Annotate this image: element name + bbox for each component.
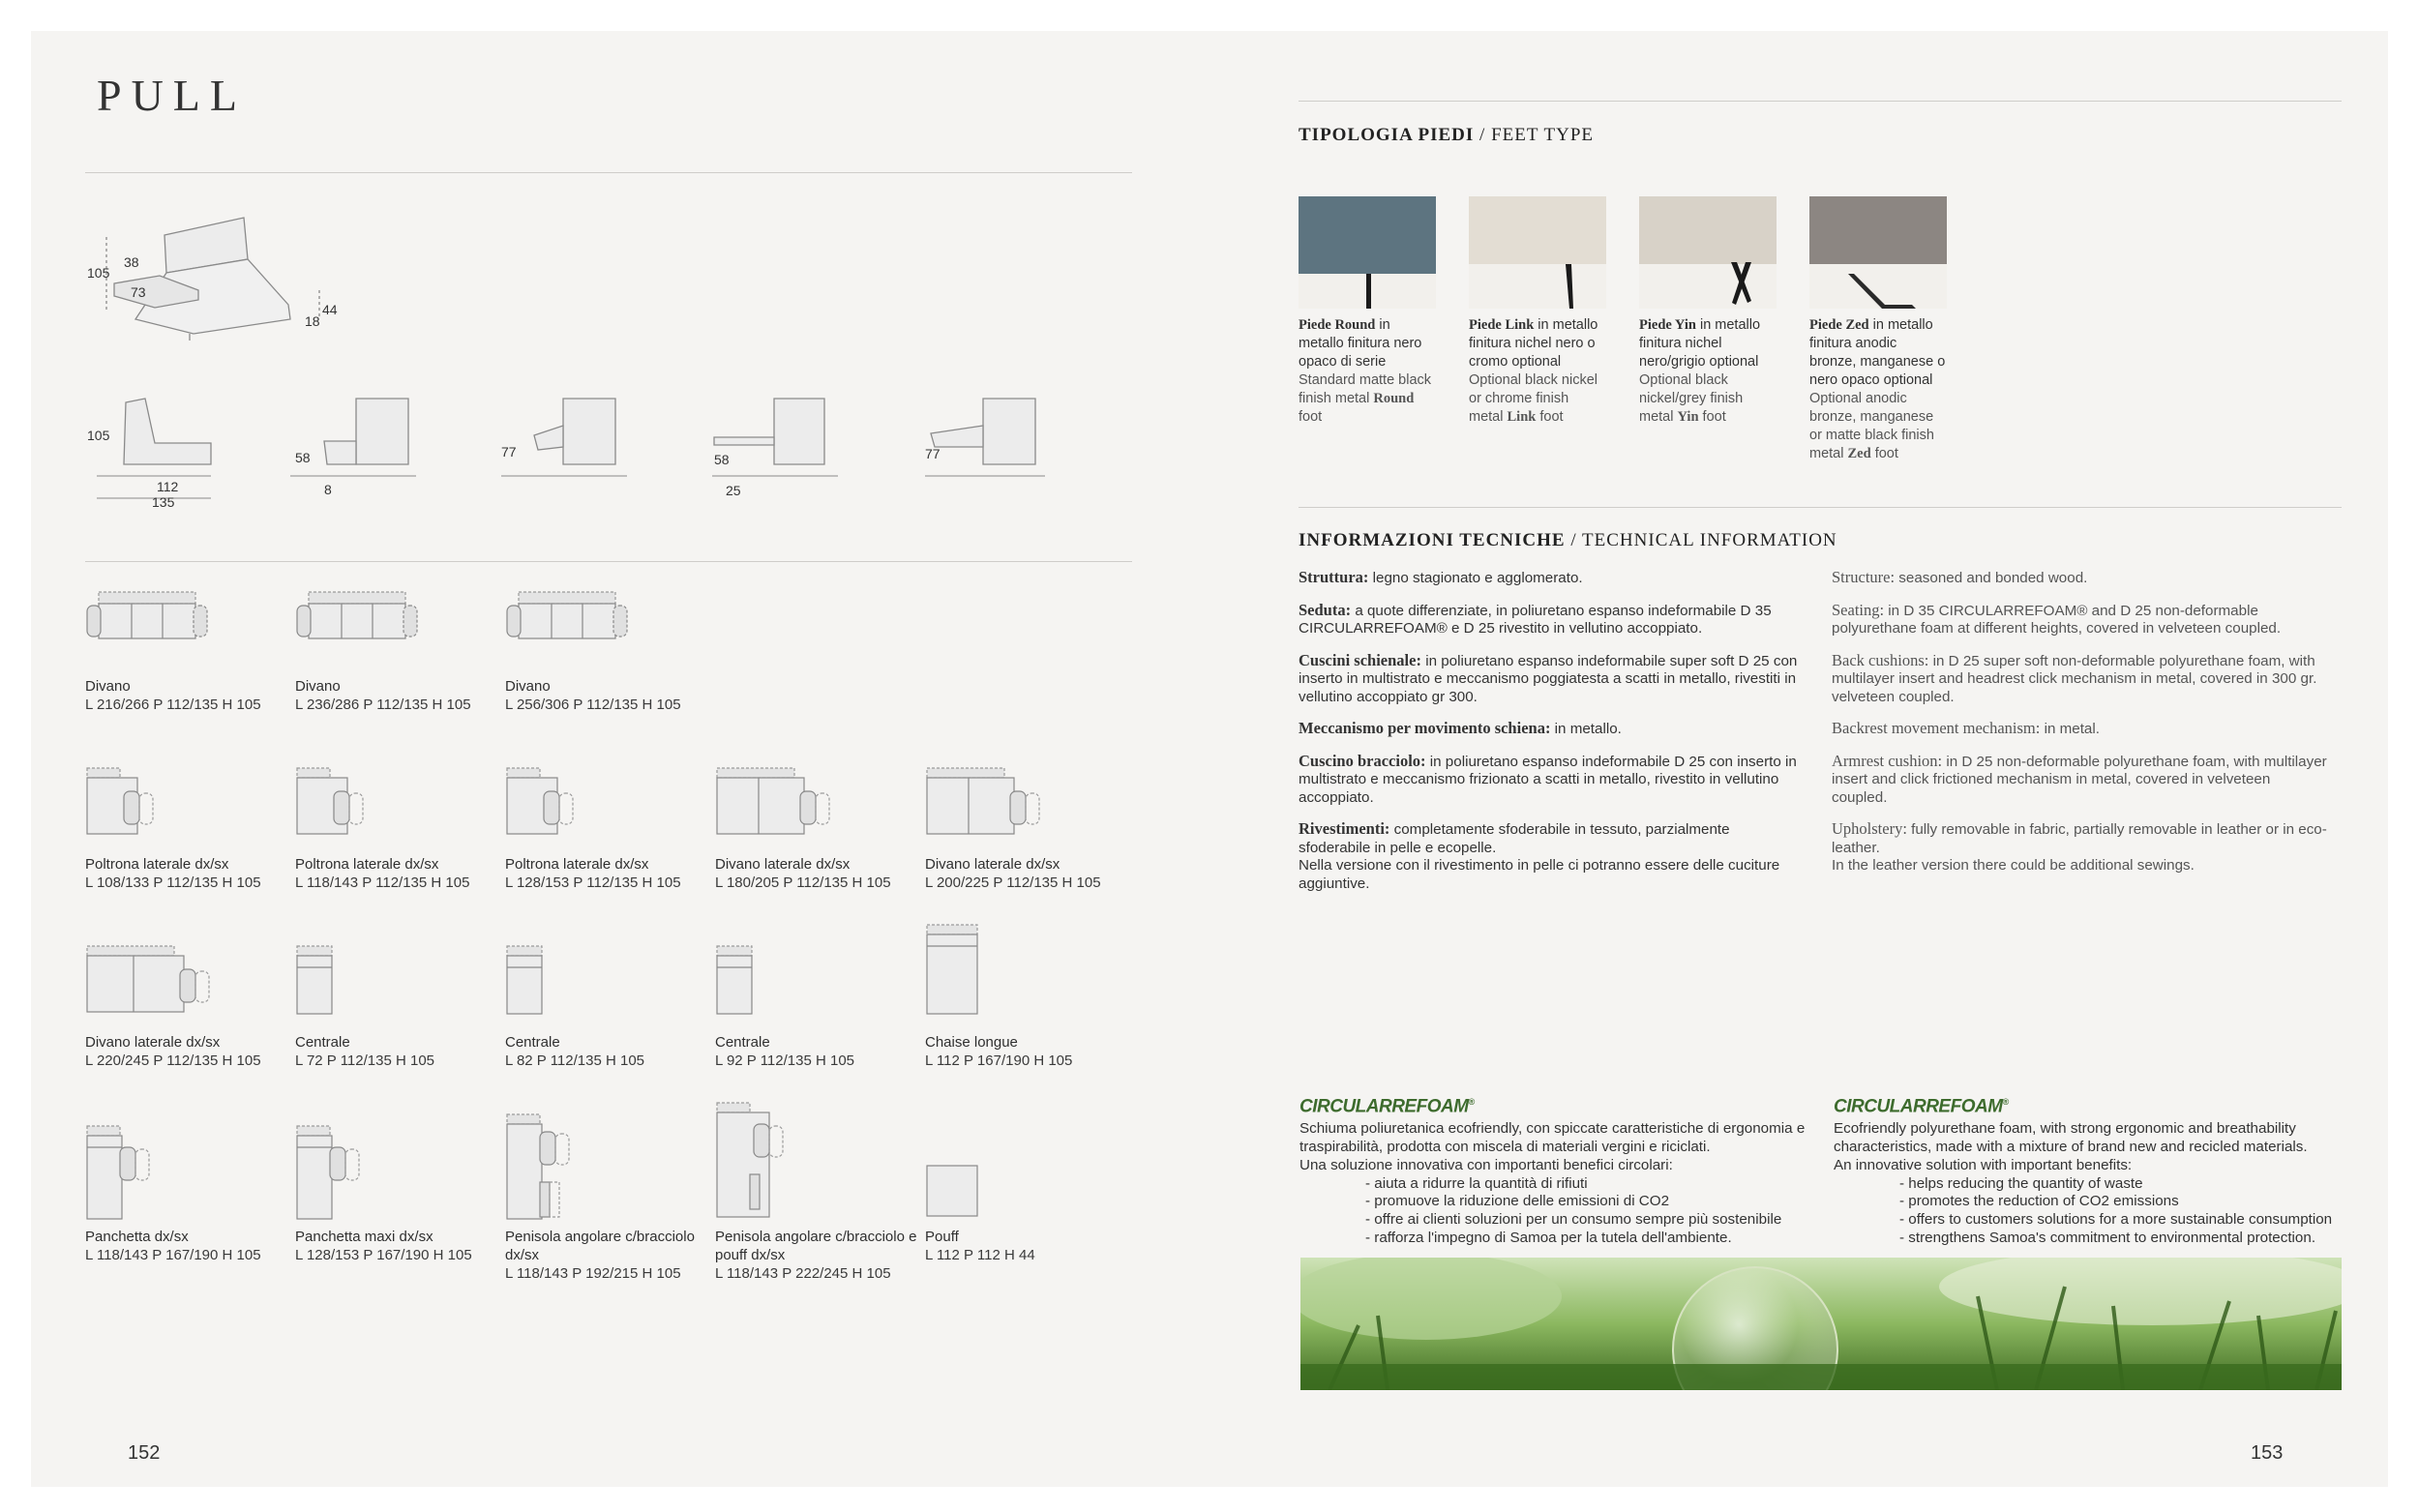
product-plan-drawing xyxy=(715,1099,851,1228)
product-plan-drawing xyxy=(295,764,431,855)
product-name: Divano xyxy=(295,678,341,695)
product-item xyxy=(505,764,708,892)
product-plan-drawing xyxy=(295,1122,431,1228)
crf-benefits-en xyxy=(1834,1175,2375,1248)
side-view-5-arm xyxy=(931,426,983,447)
product-dimensions: L 108/133 P 112/135 H 105 xyxy=(85,875,261,891)
tech-info-italian xyxy=(1299,569,1802,906)
product-item xyxy=(505,1111,708,1283)
product-dimensions: L 256/306 P 112/135 H 105 xyxy=(505,697,681,713)
product-item xyxy=(85,942,288,1070)
product-item xyxy=(505,942,708,1070)
product-item xyxy=(85,764,288,892)
foot-name: Piede Round xyxy=(1299,317,1376,333)
tech-spec-item: Back cushions: in D 25 super soft non-deformable polyurethane foam, with multilayer insert and headrest click mechanism in metal, covered in 300 gr. velveteen coupled. xyxy=(1832,650,2317,705)
product-name: Centrale xyxy=(505,1034,560,1051)
side-view-2-back xyxy=(356,399,408,464)
dim-arm1: 58 xyxy=(295,450,311,465)
product-plan-drawing xyxy=(715,942,851,1033)
product-name: Divano laterale dx/sx xyxy=(925,856,1060,873)
dim-arm2: 77 xyxy=(501,444,517,460)
product-dimensions: L 236/286 P 112/135 H 105 xyxy=(295,697,471,713)
product-dimensions: L 82 P 112/135 H 105 xyxy=(505,1052,645,1069)
nature-bubble-photo xyxy=(1300,1258,2342,1390)
product-dimensions: L 128/153 P 112/135 H 105 xyxy=(505,875,681,891)
benefit-item: - offre ai clienti soluzioni per un consumo sempre più sostenibile xyxy=(1365,1211,1841,1230)
feet-title-it: TIPOLOGIA PIEDI xyxy=(1299,125,1475,145)
feet-title-en: FEET TYPE xyxy=(1491,125,1595,145)
side-view-4-arm xyxy=(714,437,774,445)
product-plan-drawing xyxy=(295,586,431,677)
page-number-right: 153 xyxy=(2251,1442,2284,1464)
product-name: Panchetta dx/sx xyxy=(85,1229,189,1245)
benefit-item: - promuove la riduzione delle emissioni di CO2 xyxy=(1365,1193,1841,1211)
benefit-item: - promotes the reduction of CO2 emissions xyxy=(1899,1193,2375,1211)
product-item xyxy=(295,764,498,892)
dimension-drawings xyxy=(0,0,1161,542)
product-item xyxy=(85,586,288,714)
circularrefoam-logo-it: CIRCULARREFOAM® xyxy=(1299,1096,1475,1117)
product-plan-drawing xyxy=(295,942,431,1033)
page-number-left: 152 xyxy=(128,1442,161,1464)
product-dimensions: L 118/143 P 192/215 H 105 xyxy=(505,1265,681,1282)
foot-photo xyxy=(1299,196,1436,309)
foot-name: Piede Yin xyxy=(1639,317,1696,333)
tech-spec-item: Upholstery: fully removable in fabric, partially removable in leather or in eco-leather. In the leather version there could be additional sewings. xyxy=(1832,819,2327,874)
product-name: Chaise longue xyxy=(925,1034,1018,1051)
product-item xyxy=(715,942,918,1070)
product-name: Poltrona laterale dx/sx xyxy=(295,856,439,873)
circularrefoam-logo-en: CIRCULARREFOAM® xyxy=(1834,1096,2009,1117)
tech-title-it: INFORMAZIONI TECNICHE xyxy=(1299,530,1566,550)
product-dimensions: L 112 P 112 H 44 xyxy=(925,1247,1035,1263)
side-view-4-back xyxy=(774,399,824,464)
benefit-item: - offers to customers solutions for a more sustainable consumption xyxy=(1899,1211,2375,1230)
product-dimensions: L 92 P 112/135 H 105 xyxy=(715,1052,855,1069)
feet-section-title xyxy=(1299,125,1594,146)
product-plan-drawing xyxy=(85,586,221,677)
product-item xyxy=(925,764,1128,892)
product-item xyxy=(925,1164,1128,1264)
feet-title-sep: / xyxy=(1474,125,1492,145)
product-item xyxy=(715,764,918,892)
tech-spec-item: Rivestimenti: completamente sfoderabile in tessuto, parzialmente sfoderabile in pelle e ecopelle. Nella versione con il rivestimento in pelle ci potranno essere delle cuciture aggiuntive. xyxy=(1299,819,1780,892)
dim-main-height: 105 xyxy=(87,265,110,281)
product-item xyxy=(295,586,498,714)
tech-title-sep: / xyxy=(1565,530,1583,550)
dim-main-d: 18 xyxy=(305,313,320,329)
foot-caption: Piede Zed in metallo finitura anodic bronze, manganese o nero opaco optional Optional anodic bronze, manganese or matte black finish metal Zed foot xyxy=(1809,317,1946,461)
product-name: Poltrona laterale dx/sx xyxy=(85,856,229,873)
product-name: Divano laterale dx/sx xyxy=(85,1034,221,1051)
divider-tech xyxy=(1299,507,2342,508)
circularrefoam-italian xyxy=(1299,1093,1841,1248)
product-item xyxy=(295,942,498,1070)
product-name: Divano laterale dx/sx xyxy=(715,856,851,873)
dim-arm4: 77 xyxy=(925,446,941,461)
foot-type-card xyxy=(1639,196,1777,427)
foot-type-card xyxy=(1299,196,1436,427)
side-view-3-arm xyxy=(534,426,563,450)
product-plan-drawing xyxy=(925,764,1060,855)
foot-name: Piede Link xyxy=(1469,317,1535,333)
product-dimensions: L 72 P 112/135 H 105 xyxy=(295,1052,435,1069)
tech-spec-item: Armrest cushion: in D 25 non-deformable polyurethane foam, with multilayer insert and click frictioned mechanism in metal, covered in velveteen coupled. xyxy=(1832,751,2327,806)
product-name: Penisola angolare c/bracciolo e pouff dx/sx xyxy=(715,1229,917,1263)
tech-spec-item: Meccanismo per movimento schiena: in metallo. xyxy=(1299,719,1622,737)
crf-benefits-it xyxy=(1299,1175,1841,1248)
foot-photo xyxy=(1809,196,1947,309)
tech-spec-item: Struttura: legno stagionato e agglomerato. xyxy=(1299,568,1583,586)
benefit-item: - strengthens Samoa's commitment to environmental protection. xyxy=(1899,1230,2375,1248)
dim-side-height: 105 xyxy=(87,428,110,443)
circularrefoam-english xyxy=(1834,1093,2375,1248)
foot-caption: Piede Link in metallo finitura nichel nero o cromo optional Optional black nickel or chrome finish metal Link foot xyxy=(1469,317,1598,425)
tech-title-en: TECHNICAL INFORMATION xyxy=(1582,530,1837,550)
product-dimensions: L 118/143 P 112/135 H 105 xyxy=(295,875,470,891)
crf-intro-en: Ecofriendly polyurethane foam, with strong ergonomic and breathability characteristics, made with a mixture of brand new and recicled materials. xyxy=(1834,1120,2308,1155)
product-dimensions: L 112 P 167/190 H 105 xyxy=(925,1052,1073,1069)
product-name: Centrale xyxy=(295,1034,350,1051)
product-plan-drawing xyxy=(85,764,221,855)
product-name: Divano xyxy=(85,678,131,695)
tech-spec-item: Cuscino bracciolo: in poliuretano espanso indeformabile D 25 con inserto in multistrato e meccanismo frizionato a scatti in metallo, rivestito in vellutino accoppiato. xyxy=(1299,751,1797,806)
tech-info-english xyxy=(1832,569,2327,889)
product-name: Pouff xyxy=(925,1229,959,1245)
foot-type-card xyxy=(1469,196,1606,427)
product-name: Divano xyxy=(505,678,551,695)
tech-spec-item: Seduta: a quote differenziate, in poliuretano espanso indeformabile D 35 CIRCULARREFOAM® e D 25 rivestito in vellutino accoppiato. xyxy=(1299,600,1772,637)
product-dimensions: L 118/143 P 167/190 H 105 xyxy=(85,1247,261,1263)
product-item xyxy=(715,1099,918,1283)
benefit-item: - aiuta a ridurre la quantità di rifiuti xyxy=(1365,1175,1841,1194)
product-dimensions: L 200/225 P 112/135 H 105 xyxy=(925,875,1101,891)
dim-side-depth: 112 xyxy=(157,479,179,494)
dim-main-a: 38 xyxy=(124,254,139,270)
side-view-5-back xyxy=(983,399,1035,464)
page-title: PULL xyxy=(97,71,247,120)
tech-spec-item: Structure: seasoned and bonded wood. xyxy=(1832,568,2088,586)
benefit-item: - helps reducing the quantity of waste xyxy=(1899,1175,2375,1194)
side-view-2-seat xyxy=(324,441,356,464)
dim-arm3b: 25 xyxy=(726,483,741,498)
foot-type-card xyxy=(1809,196,1947,463)
product-plan-drawing xyxy=(925,921,1060,1033)
product-plan-drawing xyxy=(85,1122,221,1228)
product-dimensions: L 216/266 P 112/135 H 105 xyxy=(85,697,261,713)
divider-mid-left xyxy=(85,561,1132,562)
tech-spec-item: Seating: in D 35 CIRCULARREFOAM® and D 25 non-deformable polyurethane foam at different heights, covered in velveteen coupled. xyxy=(1832,600,2282,637)
tech-section-title xyxy=(1299,530,1837,551)
dim-main-c: 44 xyxy=(322,302,338,317)
product-name: Centrale xyxy=(715,1034,770,1051)
benefit-item: - rafforza l'impegno di Samoa per la tutela dell'ambiente. xyxy=(1365,1230,1841,1248)
foot-name: Piede Zed xyxy=(1809,317,1869,333)
product-item xyxy=(505,586,708,714)
product-plan-drawing xyxy=(505,942,641,1033)
foot-caption: Piede Round in metallo finitura nero opaco di serie Standard matte black finish metal Round foot xyxy=(1299,317,1432,425)
foot-photo xyxy=(1469,196,1606,309)
product-item xyxy=(85,1122,288,1264)
product-name: Panchetta maxi dx/sx xyxy=(295,1229,433,1245)
divider-top-right xyxy=(1299,101,2342,102)
product-plan-drawing xyxy=(505,764,641,855)
product-item xyxy=(925,921,1128,1070)
product-plan-drawing xyxy=(715,764,851,855)
product-name: Penisola angolare c/bracciolo dx/sx xyxy=(505,1229,695,1263)
product-item xyxy=(295,1122,498,1264)
side-view-3-back xyxy=(563,399,615,464)
product-dimensions: L 180/205 P 112/135 H 105 xyxy=(715,875,891,891)
dim-arm1b: 8 xyxy=(324,482,332,497)
tech-spec-item: Backrest movement mechanism: in metal. xyxy=(1832,719,2100,737)
product-dimensions: L 220/245 P 112/135 H 105 xyxy=(85,1052,261,1069)
product-dimensions: L 118/143 P 222/245 H 105 xyxy=(715,1265,891,1282)
crf-lead-en: An innovative solution with important benefits: xyxy=(1834,1156,2133,1173)
tech-spec-item: Cuscini schienale: in poliuretano espanso indeformabile super soft D 25 con inserto in multistrato e meccanismo poggiatesta a scatti in metallo, rivestiti in vellutino accoppiato gr 300. xyxy=(1299,650,1798,705)
crf-lead-it: Una soluzione innovativa con importanti benefici circolari: xyxy=(1299,1156,1673,1173)
product-name: Poltrona laterale dx/sx xyxy=(505,856,649,873)
product-dimensions: L 128/153 P 167/190 H 105 xyxy=(295,1247,472,1263)
dim-side-depth-max: 135 xyxy=(152,494,175,510)
product-plan-drawing xyxy=(505,586,641,677)
product-plan-drawing xyxy=(85,942,221,1033)
dim-arm3: 58 xyxy=(714,452,730,467)
foot-caption: Piede Yin in metallo finitura nichel nero/grigio optional Optional black nickel/grey finish metal Yin foot xyxy=(1639,317,1761,425)
foot-photo xyxy=(1639,196,1777,309)
product-plan-drawing xyxy=(505,1111,641,1228)
side-view-1 xyxy=(124,399,211,464)
crf-intro-it: Schiuma poliuretanica ecofriendly, con spiccate caratteristiche di ergonomia e traspirabilità, prodotta con miscela di materiali vergini e riciclati. xyxy=(1299,1120,1806,1155)
product-plan-drawing xyxy=(925,1164,1060,1228)
dim-main-b: 73 xyxy=(131,284,146,300)
